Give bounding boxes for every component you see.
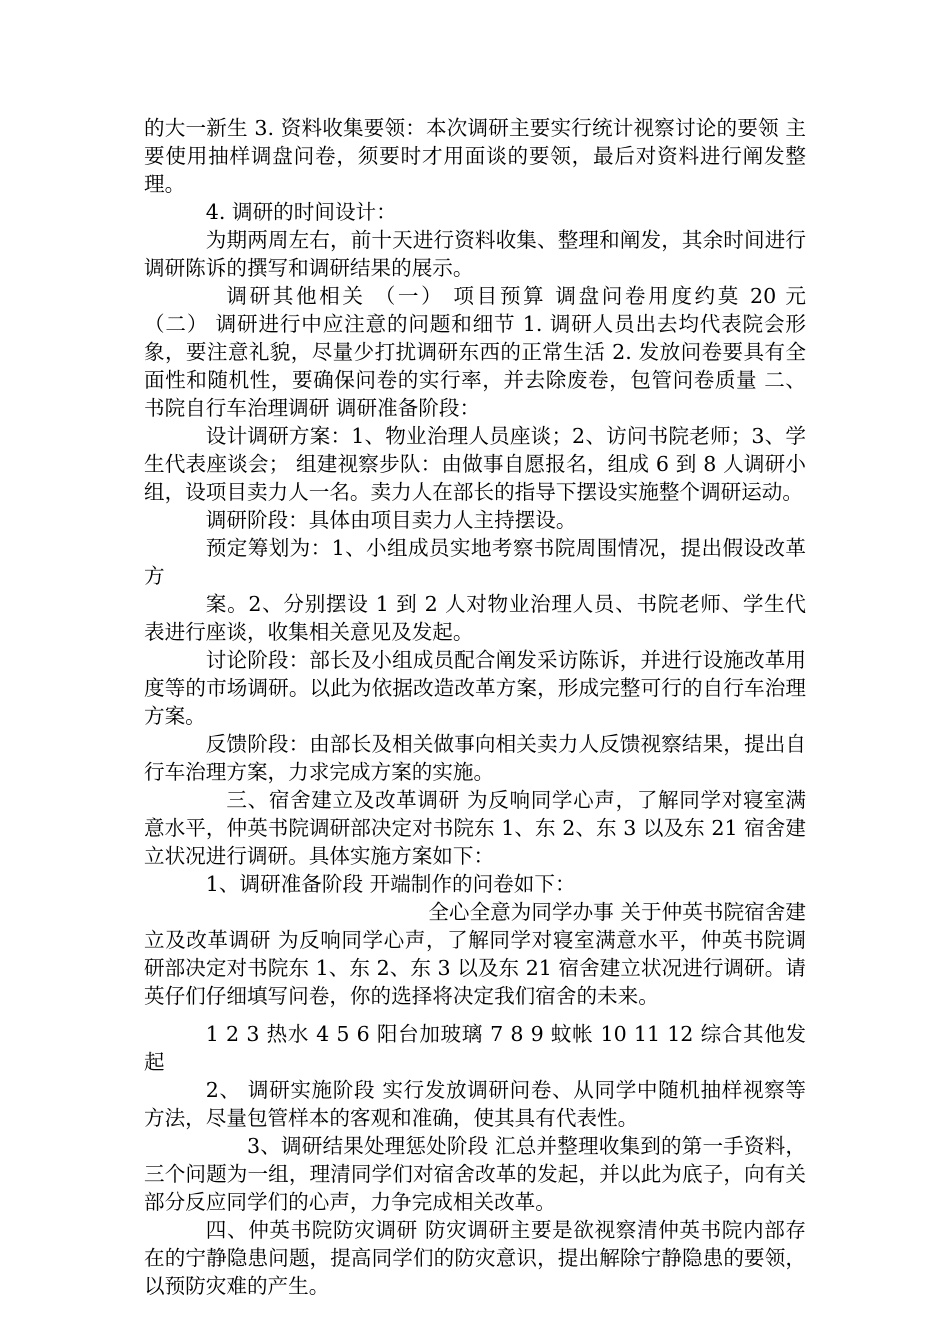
paragraph: 调研其他相关 （一） 项目预算 调盘问卷用度约莫 20 元 （二） 调研进行中应注意的问题和细节 1. 调研人员出去均代表院会形象，要注意礼貌，尽量少打扰调研东西的正常生活 2. 发放问卷要具有全面性和随机性，要确保问卷的实行率，并去除废卷，包管问卷质量 二、书院自行车治理调研 调研准备阶段： xyxy=(144,284,806,420)
paragraph: 预定筹划为：1、小组成员实地考察书院周围情况，提出假设改革方 xyxy=(144,536,806,588)
paragraph: 四、仲英书院防灾调研 防灾调研主要是欲视察清仲英书院内部存在的宁静隐患问题，提高同学们的防灾意识，提出解除宁静隐患的要领，以预防灾难的产生。 xyxy=(144,1218,806,1298)
paragraph: 3、调研结果处理惩处阶段 汇总并整理收集到的第一手资料，三个问题为一组，理清同学们对宿舍改革的发起，并以此为底子，向有关部分反应同学们的心声，力争完成相关改革。 xyxy=(144,1134,806,1214)
paragraph: 4. 调研的时间设计： xyxy=(205,200,397,224)
paragraph: 三、宿舍建立及改革调研 为反响同学心声，了解同学对寝室满意水平，仲英书院调研部决定对书院东 1、东 2、东 3 以及东 21 宿舍建立状况进行调研。具体实施方案如下： xyxy=(144,788,806,868)
paragraph: 为期两周左右，前十天进行资料收集、整理和阐发，其余时间进行调研陈诉的撰写和调研结果的展示。 xyxy=(144,228,806,280)
paragraph: 设计调研方案：1、物业治理人员座谈；2、访问书院老师；3、学生代表座谈会； 组建视察步队：由做事自愿报名，组成 6 到 8 人调研小组，设项目卖力人一名。卖力人在部长的指导下摆设实施整个调研运动。 xyxy=(144,424,806,504)
paragraph: 案。2、分别摆设 1 到 2 人对物业治理人员、书院老师、学生代表进行座谈，收集相关意见及发起。 xyxy=(144,592,806,644)
paragraph: 1、调研准备阶段 开端制作的问卷如下： xyxy=(205,872,576,896)
paragraph: 讨论阶段：部长及小组成员配合阐发采访陈诉，并进行设施改革用度等的市场调研。以此为依据改造改革方案，形成完整可行的自行车治理方案。 xyxy=(144,648,806,728)
paragraph: 的大一新生 3. 资料收集要领：本次调研主要实行统计视察讨论的要领 主要使用抽样调盘问卷，须要时才用面谈的要领，最后对资料进行阐发整理。 xyxy=(144,116,806,196)
paragraph: 反馈阶段：由部长及相关做事向相关卖力人反馈视察结果，提出自行车治理方案，力求完成方案的实施。 xyxy=(144,732,806,784)
paragraph: 全心全意为同学办事 关于仲英书院宿舍建立及改革调研 为反响同学心声，了解同学对寝室满意水平，仲英书院调研部决定对书院东 1、东 2、东 3 以及东 21 宿舍建立状况进行调研。请英仔们仔细填写问卷，你的选择将决定我们宿舍的未来。 xyxy=(144,900,806,1008)
document-body xyxy=(144,114,806,1300)
paragraph: 调研阶段：具体由项目卖力人主持摆设。 xyxy=(205,508,577,532)
paragraph: 2、 调研实施阶段 实行发放调研问卷、从同学中随机抽样视察等方法，尽量包管样本的客观和准确，使其具有代表性。 xyxy=(144,1078,806,1130)
paragraph: 1 2 3 热水 4 5 6 阳台加玻璃 7 8 9 蚊帐 10 11 12 综合其他发起 xyxy=(144,1022,806,1074)
